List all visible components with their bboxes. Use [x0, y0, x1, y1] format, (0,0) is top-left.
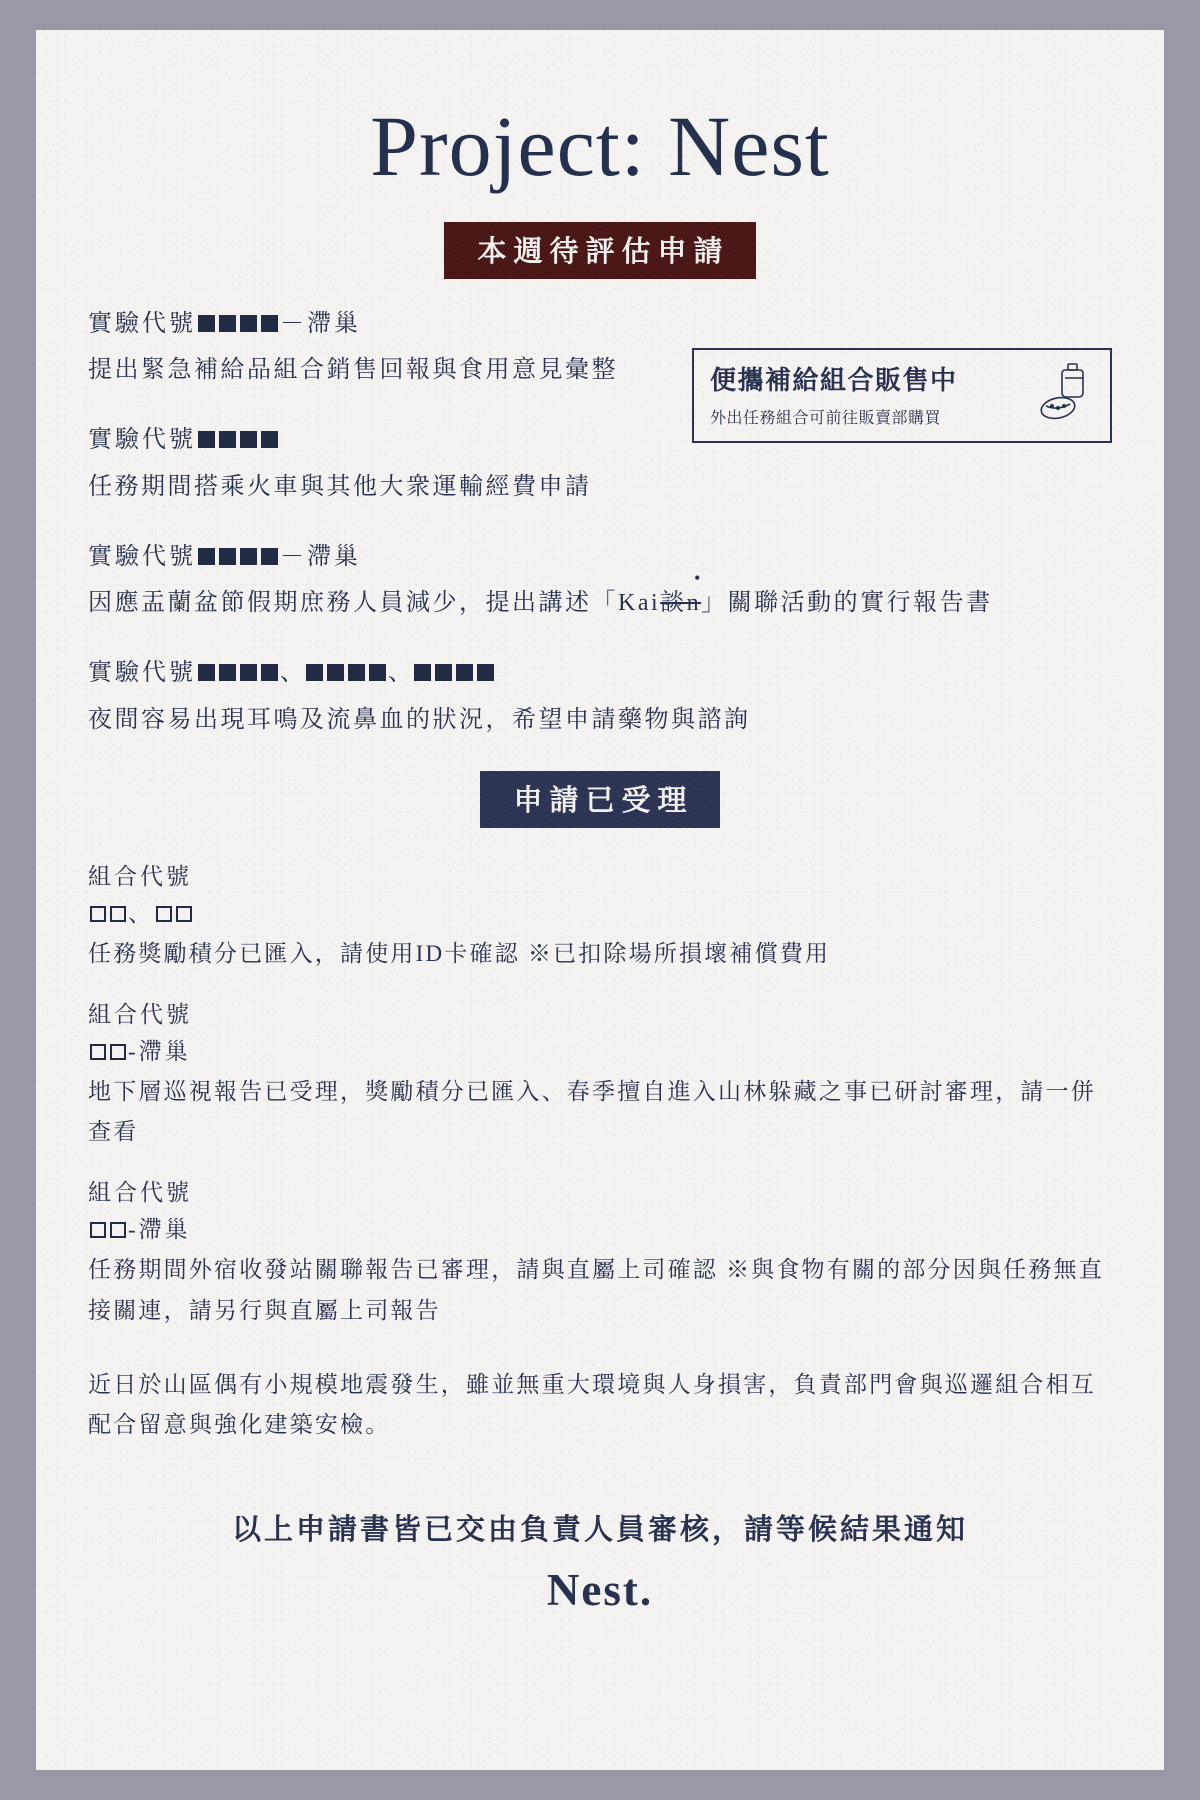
code-block [261, 548, 278, 565]
entry-text-after: 」關聯活動的實行報告書 [701, 590, 993, 617]
code-outline-box [90, 1222, 106, 1238]
code-block [414, 664, 431, 681]
pending-banner-wrap [88, 222, 1112, 279]
code-outline-box [90, 1044, 106, 1060]
pending-entry [88, 654, 1112, 740]
supply-kit-icon [1038, 362, 1096, 429]
code-separator: 、 [128, 900, 154, 926]
entry-text: 夜間容易出現耳鳴及流鼻血的狀況，希望申請藥物與諮詢 [88, 706, 751, 733]
code-outline-box [110, 1222, 126, 1238]
code-block [477, 664, 494, 681]
code-block [261, 431, 278, 448]
entry-text-before: 因應盂蘭盆節假期庶務人員減少，提出講述「Kai [88, 590, 661, 617]
accepted-items [88, 858, 1112, 1446]
code-block [327, 664, 344, 681]
code-block [306, 664, 323, 681]
code-block [261, 315, 278, 332]
entry-code-suffix: －滯巢 [280, 543, 361, 570]
code-block [198, 664, 215, 681]
accepted-banner-wrap [88, 771, 1112, 828]
pending-section-banner: 本週待評估申請 [444, 222, 755, 279]
entry-code-label: 實驗代號 [88, 660, 196, 687]
code-block [240, 548, 257, 565]
entry-code-line [88, 305, 1112, 343]
code-outline-box [156, 906, 172, 922]
accepted-item-label: 組合代號 [88, 863, 192, 889]
code-block [219, 315, 236, 332]
code-block [435, 664, 452, 681]
entry-code-line [88, 538, 1112, 576]
kai-annotation [660, 568, 703, 624]
code-block [261, 664, 278, 681]
accepted-item [88, 996, 1112, 1153]
accepted-item-body: 地下層巡視報告已受理，獎勵積分已匯入、春季擅自進入山林躲藏之事已研討審理，請一併查看 [88, 1078, 1096, 1145]
code-suffix: -滯巢 [128, 1038, 191, 1064]
entry-text-mid: 談n [660, 590, 702, 617]
accepted-item-body: 任務獎勵積分已匯入，請使用ID卡確認 ※已扣除場所損壞補償費用 [88, 940, 831, 966]
code-outline-box [176, 906, 192, 922]
code-block [219, 664, 236, 681]
entry-text: 提出緊急補給品組合銷售回報與食用意見彙整 [88, 357, 618, 384]
emphasis-dot: • [694, 568, 703, 589]
accepted-item-code [88, 1033, 1112, 1066]
accepted-item-body: 任務期間外宿收發站關聯報告已審理，請與直屬上司確認 ※與食物有關的部分因與任務無直接關連，請另行與直屬上司報告 [88, 1257, 1104, 1323]
supply-ad-text [710, 360, 958, 428]
supply-ad-headline: 便攜補給組合販售中 [710, 366, 958, 395]
code-block [198, 315, 215, 332]
entry-code-line [88, 654, 1112, 692]
entry-code-label: 實驗代號 [88, 311, 196, 337]
code-outline-box [90, 906, 106, 922]
accepted-item-label: 組合代號 [88, 1001, 192, 1027]
accepted-section-banner: 申請已受理 [480, 771, 719, 828]
signature: Nest. [546, 1565, 654, 1616]
entry-code-suffix: －滯巢 [280, 311, 361, 337]
code-block [456, 664, 473, 681]
page-title: Project: Nest [370, 98, 830, 194]
closing-statement: 以上申請書皆已交由負責人員審核，請等候結果通知 [231, 1514, 968, 1547]
accepted-item-code [88, 895, 1112, 928]
code-block [240, 664, 257, 681]
code-block [240, 431, 257, 448]
code-outline-box [110, 906, 126, 922]
code-block [219, 431, 236, 448]
accepted-item [88, 1174, 1112, 1331]
supply-ad-subline: 外出任務組合可前往販賣部購買 [710, 410, 942, 427]
general-notice: 近日於山區偶有小規模地震發生，雖並無重大環境與人身損害，負責部門會與巡邏組合相互配合留意與強化建築安檢。 [88, 1371, 1096, 1438]
pending-entry [88, 538, 1112, 624]
code-block [198, 431, 215, 448]
accepted-item [88, 858, 1112, 974]
code-block [369, 664, 386, 681]
code-separator: 、 [388, 660, 412, 687]
code-block [219, 548, 236, 565]
entry-code-label: 實驗代號 [88, 427, 196, 454]
code-block [198, 548, 215, 565]
entry-text: 任務期間搭乘火車與其他大衆運輸經費申請 [88, 473, 592, 500]
code-outline-box [110, 1044, 126, 1060]
document-page [36, 30, 1164, 1770]
code-separator: 、 [280, 660, 304, 687]
code-block [240, 315, 257, 332]
accepted-item-label: 組合代號 [88, 1180, 192, 1206]
supply-ad-box [692, 348, 1112, 443]
entry-code-label: 實驗代號 [88, 543, 196, 570]
code-suffix: -滯巢 [128, 1217, 191, 1243]
entry-text [88, 568, 1112, 624]
code-block [348, 664, 365, 681]
accepted-item-code [88, 1211, 1112, 1244]
